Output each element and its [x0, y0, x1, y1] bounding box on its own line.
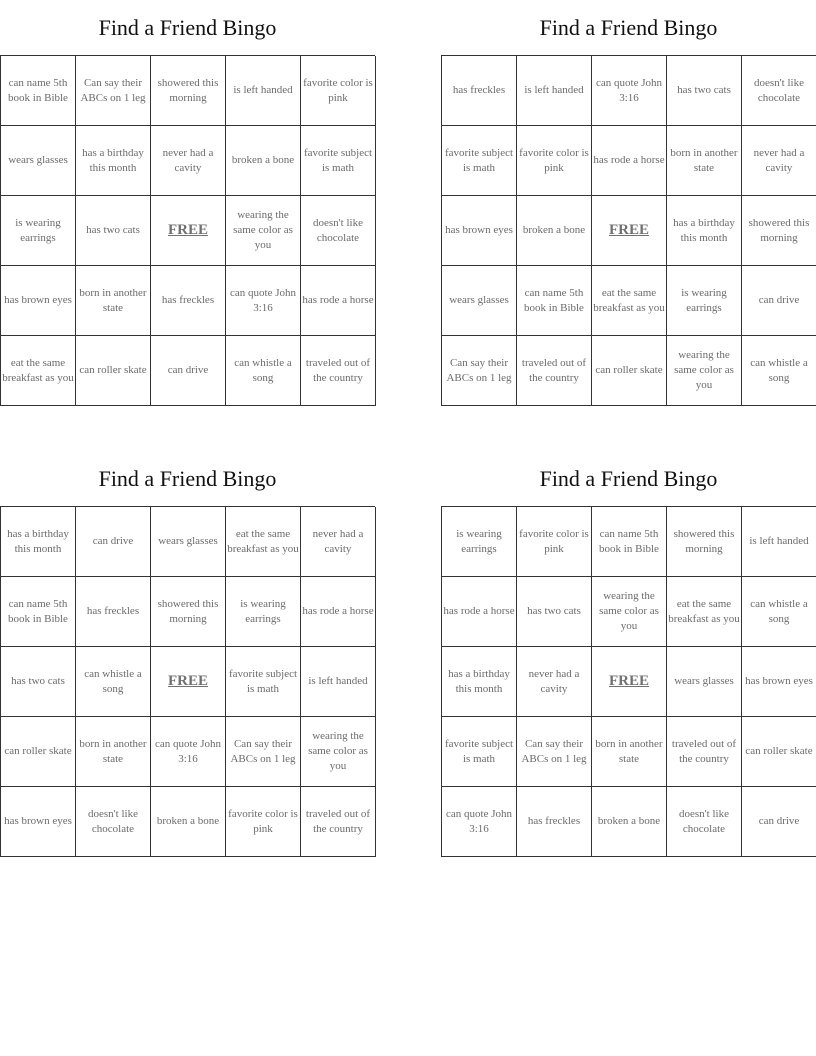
bingo-cell: doesn't like chocolate [76, 787, 151, 857]
card-title: Find a Friend Bingo [539, 466, 718, 491]
bingo-cell: has rode a horse [301, 577, 376, 647]
bingo-cell: can whistle a song [226, 336, 301, 406]
bingo-cell: favorite subject is math [442, 717, 517, 787]
bingo-cell: favorite color is pink [226, 787, 301, 857]
bingo-cell: has brown eyes [442, 196, 517, 266]
bingo-cell: born in another state [667, 126, 742, 196]
bingo-cell: showered this morning [151, 577, 226, 647]
bingo-cell: doesn't like chocolate [301, 196, 376, 266]
bingo-cell: has a birthday this month [442, 647, 517, 717]
bingo-cell: is left handed [301, 647, 376, 717]
bingo-cell: is wearing earrings [226, 577, 301, 647]
bingo-cell: broken a bone [226, 126, 301, 196]
bingo-card-3 [0, 451, 375, 857]
bingo-cell: doesn't like chocolate [667, 787, 742, 857]
bingo-cell: wearing the same color as you [226, 196, 301, 266]
bingo-cell: wearing the same color as you [667, 336, 742, 406]
bingo-cell: eat the same breakfast as you [1, 336, 76, 406]
bingo-cell: broken a bone [517, 196, 592, 266]
bingo-cell: can name 5th book in Bible [1, 577, 76, 647]
bingo-cell: has freckles [442, 56, 517, 126]
bingo-cell: can whistle a song [742, 336, 816, 406]
bingo-cell: traveled out of the country [301, 336, 376, 406]
bingo-cell: can whistle a song [76, 647, 151, 717]
bingo-cell: favorite color is pink [517, 126, 592, 196]
bingo-cell: has freckles [151, 266, 226, 336]
bingo-cell: never had a cavity [517, 647, 592, 717]
bingo-cell: has two cats [1, 647, 76, 717]
bingo-cell: traveled out of the country [517, 336, 592, 406]
bingo-cell: can whistle a song [742, 577, 816, 647]
bingo-cell: can quote John 3:16 [442, 787, 517, 857]
bingo-cell: eat the same breakfast as you [667, 577, 742, 647]
bingo-cell: has rode a horse [592, 126, 667, 196]
bingo-grid [441, 506, 816, 857]
bingo-cell: Can say their ABCs on 1 leg [226, 717, 301, 787]
bingo-cell: favorite color is pink [301, 56, 376, 126]
bingo-cell: eat the same breakfast as you [592, 266, 667, 336]
bingo-cell: traveled out of the country [301, 787, 376, 857]
bingo-cell: is wearing earrings [442, 507, 517, 577]
bingo-cell: has freckles [76, 577, 151, 647]
bingo-cell: Can say their ABCs on 1 leg [517, 717, 592, 787]
bingo-cell: traveled out of the country [667, 717, 742, 787]
bingo-grid [0, 55, 375, 406]
bingo-cell: is left handed [742, 507, 816, 577]
bingo-cell: has brown eyes [1, 787, 76, 857]
bingo-cell: never had a cavity [301, 507, 376, 577]
bingo-cell: broken a bone [592, 787, 667, 857]
bingo-cell: can roller skate [592, 336, 667, 406]
bingo-cell: can drive [151, 336, 226, 406]
bingo-cell: has two cats [667, 56, 742, 126]
bingo-grid [441, 55, 816, 406]
bingo-cell: can name 5th book in Bible [592, 507, 667, 577]
bingo-cell: can quote John 3:16 [151, 717, 226, 787]
bingo-cell: can name 5th book in Bible [1, 56, 76, 126]
bingo-cell: has a birthday this month [667, 196, 742, 266]
bingo-card-4 [441, 451, 816, 857]
bingo-cell: can quote John 3:16 [592, 56, 667, 126]
bingo-cell: showered this morning [151, 56, 226, 126]
bingo-grid [0, 506, 375, 857]
bingo-cell: can roller skate [742, 717, 816, 787]
bingo-cell: has two cats [76, 196, 151, 266]
bingo-cell: can drive [742, 266, 816, 336]
bingo-cell: Can say their ABCs on 1 leg [76, 56, 151, 126]
bingo-cell: has rode a horse [442, 577, 517, 647]
free-space: FREE [592, 196, 667, 266]
bingo-cell: wearing the same color as you [592, 577, 667, 647]
bingo-cell: born in another state [76, 266, 151, 336]
bingo-cell: showered this morning [667, 507, 742, 577]
bingo-cell: has brown eyes [1, 266, 76, 336]
bingo-cell: is wearing earrings [667, 266, 742, 336]
bingo-cell: never had a cavity [742, 126, 816, 196]
bingo-cell: has brown eyes [742, 647, 816, 717]
bingo-cell: eat the same breakfast as you [226, 507, 301, 577]
bingo-cell: can roller skate [76, 336, 151, 406]
bingo-cell: has a birthday this month [76, 126, 151, 196]
bingo-cell: can name 5th book in Bible [517, 266, 592, 336]
bingo-cell: is left handed [517, 56, 592, 126]
bingo-cell: has a birthday this month [1, 507, 76, 577]
bingo-cell: born in another state [76, 717, 151, 787]
bingo-cell: Can say their ABCs on 1 leg [442, 336, 517, 406]
bingo-cell: favorite color is pink [517, 507, 592, 577]
free-space: FREE [151, 647, 226, 717]
bingo-cell: wearing the same color as you [301, 717, 376, 787]
bingo-cell: has two cats [517, 577, 592, 647]
bingo-cell: broken a bone [151, 787, 226, 857]
bingo-cell: can roller skate [1, 717, 76, 787]
bingo-cell: has freckles [517, 787, 592, 857]
bingo-card-2 [441, 0, 816, 406]
bingo-cell: wears glasses [151, 507, 226, 577]
bingo-cell: wears glasses [442, 266, 517, 336]
bingo-cell: wears glasses [1, 126, 76, 196]
bingo-cell: is wearing earrings [1, 196, 76, 266]
bingo-cell: never had a cavity [151, 126, 226, 196]
bingo-cell: can drive [76, 507, 151, 577]
bingo-cell: favorite subject is math [301, 126, 376, 196]
card-title: Find a Friend Bingo [539, 15, 718, 40]
bingo-cell: showered this morning [742, 196, 816, 266]
bingo-cell: can drive [742, 787, 816, 857]
bingo-cell: has rode a horse [301, 266, 376, 336]
card-title: Find a Friend Bingo [98, 15, 277, 40]
card-title: Find a Friend Bingo [98, 466, 277, 491]
bingo-cell: favorite subject is math [226, 647, 301, 717]
bingo-card-1 [0, 0, 375, 406]
bingo-cell: doesn't like chocolate [742, 56, 816, 126]
free-space: FREE [592, 647, 667, 717]
bingo-cell: born in another state [592, 717, 667, 787]
bingo-cell: can quote John 3:16 [226, 266, 301, 336]
bingo-cell: favorite subject is math [442, 126, 517, 196]
free-space: FREE [151, 196, 226, 266]
bingo-cell: is left handed [226, 56, 301, 126]
bingo-cell: wears glasses [667, 647, 742, 717]
